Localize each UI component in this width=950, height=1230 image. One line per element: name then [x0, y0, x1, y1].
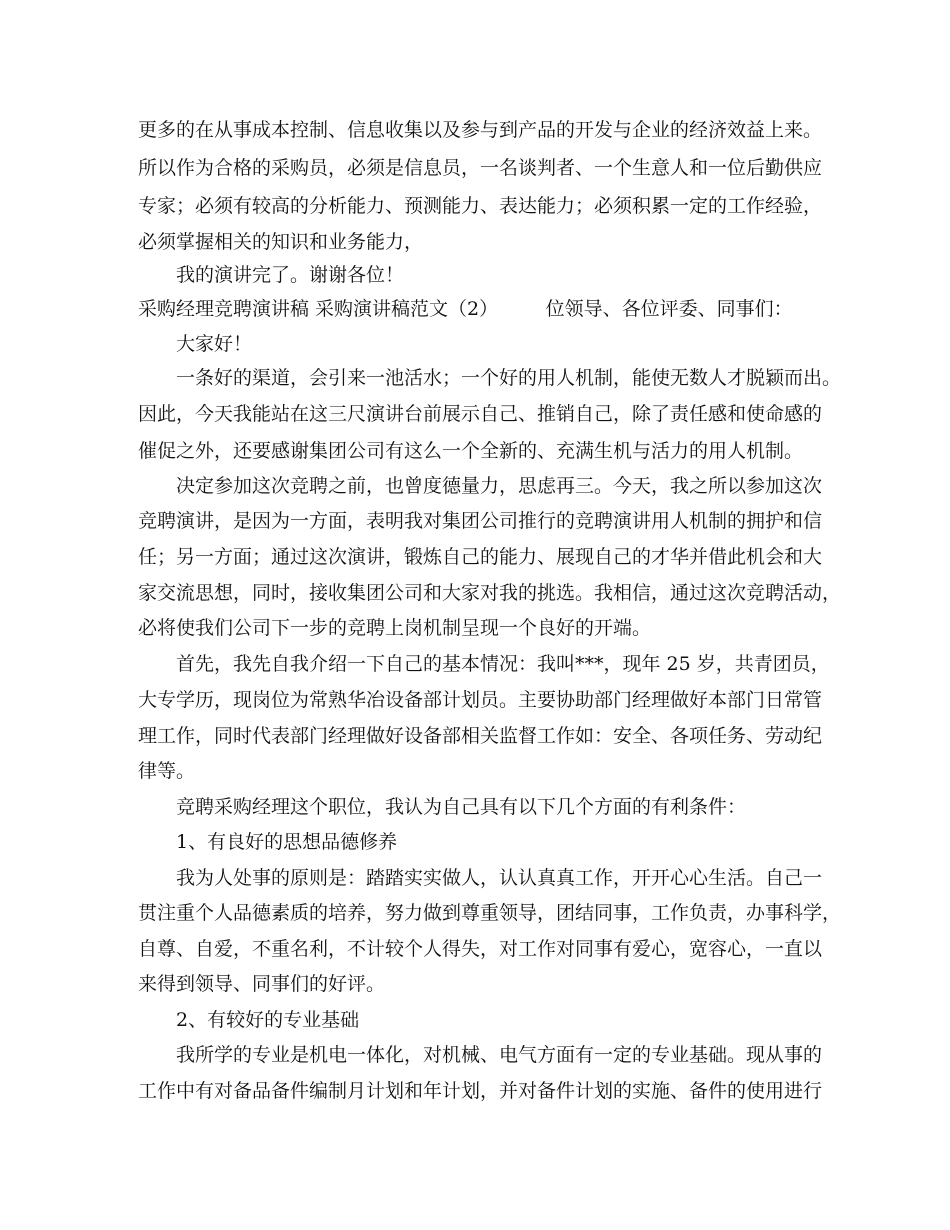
- text-line-22: 我为人处事的原则是：踏踏实实做人，认认真真工作，开开心心生活。自己一: [176, 867, 823, 889]
- text-line-10: 催促之外，还要感谢集团公司有这么一个全新的、充满生机与活力的用人机制。: [138, 440, 804, 462]
- text-line-14: 家交流思想，同时，接收集团公司和大家对我的挑选。我相信，通过这次竞聘活动，: [138, 582, 842, 604]
- text-line-19: 律等。: [138, 760, 196, 782]
- text-line-2: 所以作为合格的采购员，必须是信息员，一名谈判者、一个生意人和一位后勤供应: [138, 157, 823, 179]
- greeting-line: 大家好！: [176, 333, 253, 355]
- text-line-11: 决定参加这次竞聘之前，也曾度德量力，思虑再三。今天，我之所以参加这次: [176, 475, 823, 497]
- text-line-25: 来得到领导、同事们的好评。: [138, 973, 386, 995]
- subheading-1: 1、有良好的思想品德修养: [176, 831, 398, 853]
- subheading-2: 2、有较好的专业基础: [176, 1009, 360, 1031]
- text-line-20: 竞聘采购经理这个职位，我认为自己具有以下几个方面的有利条件：: [176, 796, 747, 818]
- text-line-5: 我的演讲完了。谢谢各位！: [176, 264, 405, 286]
- text-line-17: 大专学历，现岗位为常熟华冶设备部计划员。主要协助部门经理做好本部门日常管: [138, 689, 823, 711]
- section-heading-line: 采购经理竞聘演讲稿 采购演讲稿范文（2） 位领导、各位评委、同事们：: [138, 298, 793, 320]
- text-line-16: 首先，我先自我介绍一下自己的基本情况：我叫***，现年 25 岁，共青团员，: [176, 653, 830, 675]
- text-line-24: 自尊、自爱，不重名利，不计较个人得失，对工作对同事有爱心，宽容心，一直以: [138, 938, 823, 960]
- text-line-18: 理工作，同时代表部门经理做好设备部相关监督工作如：安全、各项任务、劳动纪: [138, 725, 823, 747]
- text-line-4: 必须掌握相关的知识和业务能力，: [138, 231, 424, 253]
- text-line-9: 因此，今天我能站在这三尺演讲台前展示自己、推销自己，除了责任感和使命感的: [138, 403, 823, 425]
- text-line-23: 贯注重个人品德素质的培养，努力做到尊重领导，团结同事，工作负责，办事科学，: [138, 902, 842, 924]
- text-line-28: 工作中有对备品备件编制月计划和年计划，并对备件计划的实施、备件的使用进行: [138, 1080, 823, 1102]
- text-line-13: 任；另一方面；通过这次演讲，锻炼自己的能力、展现自己的才华并借此机会和大: [138, 546, 823, 568]
- text-line-12: 竞聘演讲，是因为一方面，表明我对集团公司推行的竞聘演讲用人机制的拥护和信: [138, 510, 823, 532]
- text-line-3: 专家；必须有较高的分析能力、预测能力、表达能力；必须积累一定的工作经验，: [138, 195, 823, 217]
- text-line-15: 必将使我们公司下一步的竞聘上岗机制呈现一个良好的开端。: [138, 617, 652, 639]
- text-line-27: 我所学的专业是机电一体化，对机械、电气方面有一定的专业基础。现从事的: [176, 1044, 823, 1066]
- text-line-1: 更多的在从事成本控制、信息收集以及参与到产品的开发与企业的经济效益上来。: [138, 119, 823, 141]
- text-line-8: 一条好的渠道，会引来一池活水；一个好的用人机制，能使无数人才脱颖而出。: [176, 367, 842, 389]
